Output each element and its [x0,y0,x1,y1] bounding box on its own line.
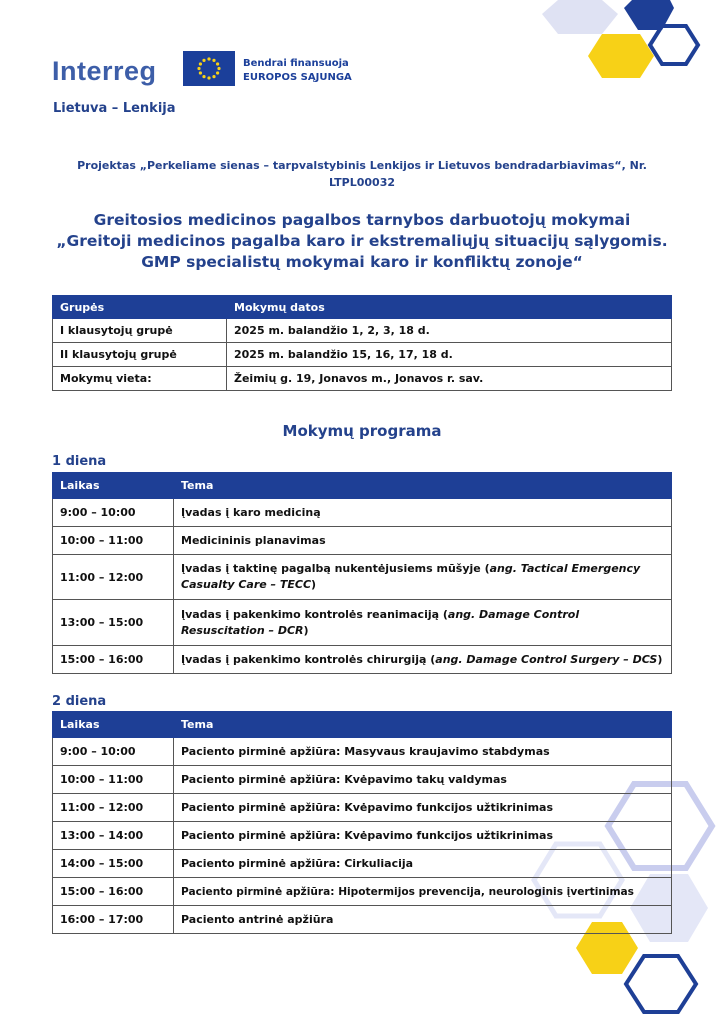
hexagon-outline-icon [650,26,698,64]
table-row [53,499,672,527]
info-header-groups: Grupės [53,296,227,319]
info-header-dates: Mokymų datos [227,296,672,319]
topic-cell: Įvadas į karo mediciną [174,499,672,527]
table-row [53,527,672,555]
table-row [53,319,672,343]
cofinance-line1: Bendrai finansuoja [243,58,349,69]
hexagon-lavender-icon [542,0,618,34]
topic-text: ) [303,623,309,637]
day1-header-time: Laikas [53,473,174,499]
info-cell: 2025 m. balandžio 1, 2, 3, 18 d. [227,319,672,343]
table-row [53,906,672,934]
time-cell: 14:00 – 15:00 [53,850,174,878]
eu-flag-icon [183,51,235,86]
topic-cell: Paciento pirminė apžiūra: Hipotermijos prevencija, neurologinis įvertinimas [174,878,672,906]
table-row [53,555,672,600]
program-title: Mokymų programa [282,422,442,440]
cofinance-label [243,57,352,85]
info-cell: Mokymų vieta: [53,367,227,391]
table-row [53,738,672,766]
topic-cell: Paciento pirminė apžiūra: Kvėpavimo funkcijos užtikrinimas [174,822,672,850]
topic-english: ang. Damage Control Surgery – DCS [435,653,658,666]
time-cell: 11:00 – 12:00 [53,555,174,600]
interreg-logo: Interreg [52,56,157,86]
time-cell: 11:00 – 12:00 [53,794,174,822]
hexagon-decoration-top [540,0,724,90]
time-cell: 13:00 – 14:00 [53,822,174,850]
title-line1: Greitosios medicinos pagalbos tarnybos darbuotojų mokymai [93,211,631,229]
table-row [53,343,672,367]
topic-text: ) [657,653,663,666]
cofinance-line2: EUROPOS SĄJUNGA [243,72,352,83]
time-cell: 16:00 – 17:00 [53,906,174,934]
time-cell: 13:00 – 15:00 [53,600,174,646]
table-row [53,794,672,822]
time-cell: 10:00 – 11:00 [53,766,174,794]
topic-text: ) [311,578,317,591]
topic-cell: Paciento pirminė apžiūra: Kvėpavimo funkcijos užtikrinimas [174,794,672,822]
topic-text: Įvadas į pakenkimo kontrolės chirurgiją ( [181,653,436,666]
day1-label: 1 diena [52,454,107,469]
table-row [53,646,672,674]
table-row [53,850,672,878]
info-table [52,295,672,391]
topic-cell: Paciento pirminė apžiūra: Kvėpavimo takų valdymas [174,766,672,794]
time-cell: 9:00 – 10:00 [53,738,174,766]
time-cell: 9:00 – 10:00 [53,499,174,527]
region-label: Lietuva – Lenkija [53,101,176,116]
time-cell: 15:00 – 16:00 [53,878,174,906]
day2-label: 2 diena [52,694,107,709]
title-line3: GMP specialistų mokymai karo ir konfliktų zonoje“ [141,253,583,271]
day1-table [52,472,672,674]
hexagon-navy-outline-bottom-icon [626,956,696,1012]
project-description [60,157,664,191]
topic-cell: Paciento antrinė apžiūra [174,906,672,934]
table-row [53,766,672,794]
table-row [53,367,672,391]
topic-cell: Medicininis planavimas [174,527,672,555]
table-row [53,822,672,850]
topic-cell: Paciento pirminė apžiūra: Cirkuliacija [174,850,672,878]
topic-english: ang. Tactical Emergency Casualty Care – TECC [181,562,641,591]
day2-header-time: Laikas [53,712,174,738]
topic-cell [174,600,672,646]
info-cell: I klausytojų grupė [53,319,227,343]
table-row [53,600,672,646]
topic-cell: Paciento pirminė apžiūra: Masyvaus kraujavimo stabdymas [174,738,672,766]
title-line2: „Greitoji medicinos pagalba karo ir ekstremaliųjų situacijų sąlygomis. [56,232,668,250]
topic-text: Įvadas į taktinę pagalbą nukentėjusiems mūšyje ( [181,562,490,575]
day2-table [52,711,672,934]
topic-cell [174,646,672,674]
time-cell: 10:00 – 11:00 [53,527,174,555]
hexagon-yellow-icon [588,34,654,78]
day2-header-topic: Tema [174,712,672,738]
time-cell: 15:00 – 16:00 [53,646,174,674]
table-row [53,878,672,906]
info-cell: Žeimių g. 19, Jonavos m., Jonavos r. sav. [227,367,672,391]
topic-cell [174,555,672,600]
document-title [40,210,684,273]
day1-header-topic: Tema [174,473,672,499]
project-line1: Projektas „Perkeliame sienas – tarpvalstybinis Lenkijos ir Lietuvos bendradarbiavimas“, Nr. [77,159,647,172]
info-cell: 2025 m. balandžio 15, 16, 17, 18 d. [227,343,672,367]
info-cell: II klausytojų grupė [53,343,227,367]
topic-text: Įvadas į pakenkimo kontrolės reanimaciją ( [181,607,448,621]
project-line2: LTPL00032 [328,176,396,189]
topic-english: ang. Damage Control Resuscitation – DCR [181,607,580,637]
